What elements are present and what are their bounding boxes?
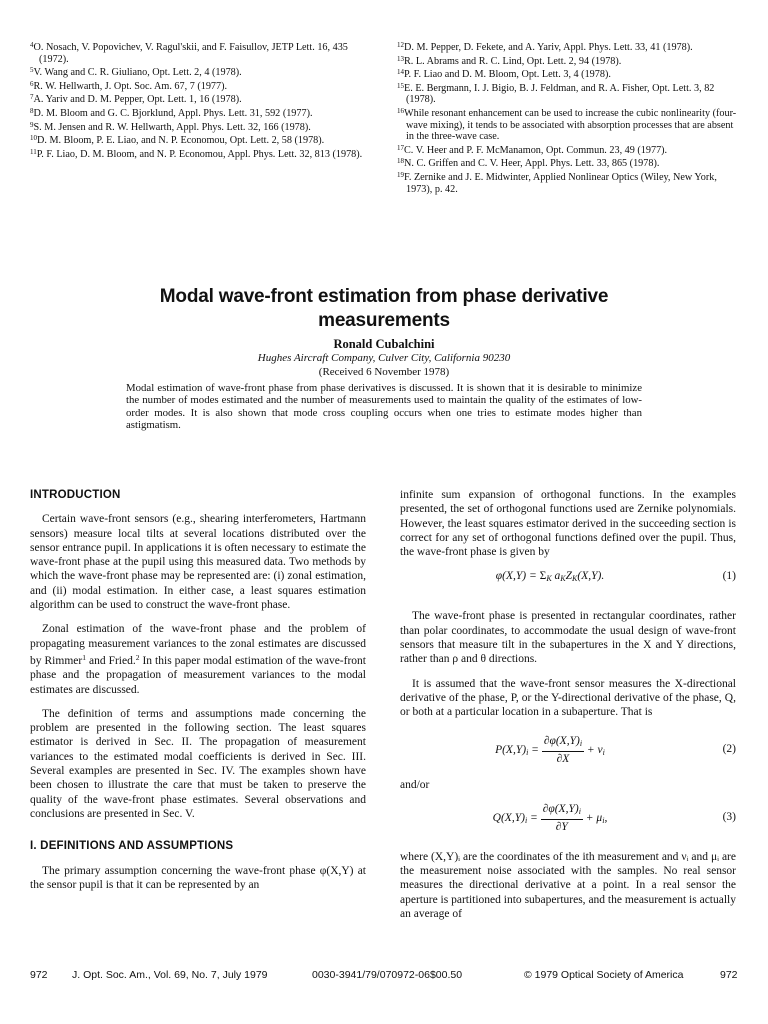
reference-item [397,156,742,170]
reference-number: 15 [397,81,404,90]
reference-number: 12 [397,41,404,49]
left-column [30,488,366,902]
reference-text: F. Zernike and J. E. Midwinter, Applied Nonlinear Optics (Wiley, New York, 1973), p. 42. [404,171,717,195]
reference-number: 4 [30,41,34,49]
reference-text: R. W. Hellwarth, J. Opt. Soc. Am. 67, 7 (1977). [33,80,228,92]
reference-text: D. M. Bloom and G. C. Bjorklund, Appl. Phys. Lett. 31, 592 (1977). [33,107,313,119]
abstract: Modal estimation of wave-front phase from phase derivatives is discussed. It is shown that it is desirable to minimize the number of modes estimated and the number of measurements used to maintain the quality of the estimates of low-order modes. It is also shown that mode cross coupling occurs when one tries to estimate modes higher than astigmatism. [126,382,642,432]
section-heading-definitions: I. DEFINITIONS AND ASSUMPTIONS [30,840,234,853]
citation-1: 1 [82,652,86,662]
equation-2-number: (2) [722,742,736,755]
text-span: Zonal estimation of the wave-front phase and the problem of propagating measurement variances to the zonal estimates are discussed by Rimmer [30,623,366,667]
intro-paragraph-1: Certain wave-front sensors (e.g., shearing interferometers, Hartmann sensors) measure local tilts at several locations distributed over the sensor entrance pupil. In applications it is often necessary to estimate the wave-front phase at the pupil using this measured data. Two methods by which the wave-front phase may be represented are: (i) zonal estimation, and (ii) modal estimation. In either case, a least squares estimation algorithm can be used to construct the wave-front phase. [30,513,366,612]
equation-3-body: $Q(X,Y)_i$ = $\frac{\partial\varphi(X,Y)_i}{\partial Y}$ + $\mu_i$, [492,802,608,834]
reference-item [397,81,742,106]
equation-3-number: (3) [722,810,736,823]
reference-number: 14 [397,68,404,77]
reference-number: 13 [397,54,404,63]
section-heading-introduction: INTRODUCTION [30,489,121,501]
equation-1-body: $\varphi(X,Y) = \Sigma_K$ $a_KZ_K(X,Y)$. [495,570,605,584]
page-number-left: 972 [30,969,48,981]
references-left [30,40,370,160]
reference-text: C. V. Heer and P. F. McManamon, Opt. Commun. 23, 49 (1977). [404,144,668,156]
reference-text: D. M. Bloom, P. E. Liao, and N. P. Economou, Opt. Lett. 2, 58 (1978). [37,135,325,147]
and-or-text: and/or [400,778,430,791]
reference-number: 18 [397,157,404,166]
reference-item [30,65,370,79]
reference-number: 10 [30,134,37,143]
page-number-right: 972 [720,969,738,981]
received-date: (Received 6 November 1978) [318,366,450,378]
journal-citation: J. Opt. Soc. Am., Vol. 69, No. 7, July 1979 [72,969,268,981]
reference-number: 6 [30,79,34,88]
intro-paragraph-2 [30,622,366,696]
text-span: In this paper modal estimation of the wave-front phase and the propagation of measurement variances to the modal estimates are discussed. [30,654,366,696]
equation-3 [400,802,736,840]
reference-number: 16 [397,106,404,115]
copyright: © 1979 Optical Society of America [524,969,684,981]
reference-item [30,133,370,147]
affiliation: Hughes Aircraft Company, Culver City, California 90230 [257,352,511,364]
intro-paragraph-3: The definition of terms and assumptions made concerning the problem are presented in the following section. The least squares estimator is derived in Sec. II. The propagation of measurement variances to the estimated modal coefficients is derived in Sec. III. Several examples are presented in Sec. IV. The examples shown have been chosen to illustrate the care that must be taken to preserve the quality of the wave-front phase estimates. Several observations and conclusions are presented in Sec. V. [30,707,366,820]
reference-number: 11 [30,147,37,156]
body-paragraph-1: infinite sum expansion of orthogonal functions. In the examples presented, the set of orthogonal functions used are Zernike polynomials. However, the least squares estimator derived in the succeeding section is correct for any set of orthogonal functions defined over the pupil. Thus, the wave-front phase is given by [400,489,736,559]
body-paragraph-2: The wave-front phase is presented in rectangular coordinates, rather than polar coordinates, to accommodate the usual design of wave-front sensors that measure tilt in the subapertures in the X and Y directions, rather than ρ and θ directions. [400,610,736,666]
section1-paragraph-1: The primary assumption concerning the wave-front phase φ(X,Y) at the sensor pupil is that it can be represented by an [30,864,366,891]
references-right [397,40,742,195]
reference-text: D. M. Pepper, D. Fekete, and A. Yariv, Appl. Phys. Lett. 33, 41 (1978). [404,42,693,53]
reference-text: O. Nosach, V. Popovichev, V. Ragul'skii, and F. Faisullov, JETP Lett. 16, 435 (1972). [33,42,348,65]
reference-number: 5 [30,66,34,75]
citation-2: 2 [135,652,140,662]
reference-text: R. L. Abrams and R. C. Lind, Opt. Lett. 2, 94 (1978). [404,55,622,67]
equation-2 [400,730,736,768]
reference-item [30,147,370,161]
reference-item [30,106,370,120]
reference-text: P. F. Liao, D. M. Bloom, and N. P. Economou, Appl. Phys. Lett. 32, 813 (1978). [36,148,363,160]
reference-text: V. Wang and C. R. Giuliano, Opt. Lett. 2, 4 (1978). [33,67,242,79]
reference-number: 7 [30,93,34,102]
reference-text: A. Yariv and D. M. Pepper, Opt. Lett. 1, 16 (1978). [33,94,242,106]
reference-item [30,40,370,65]
reference-item [397,67,742,81]
text-span: and Fried. [85,654,136,667]
right-column [400,488,736,931]
reference-number: 17 [397,143,404,152]
equation-2-body: $P(X,Y)_i$ = $\frac{\partial\varphi(X,Y)_i}{\partial X}$ + $\nu_i$ [495,734,605,765]
reference-text: P. F. Liao and D. M. Bloom, Opt. Lett. 3, 4 (1978). [404,69,611,81]
equation-1-number: (1) [722,570,736,583]
reference-item [397,170,742,195]
body-paragraph-3: It is assumed that the wave-front sensor measures the X-directional derivative of the phase, P, or the Y-directional derivative of the phase, Q, or both at a particular location in a subaperture. That is [400,677,736,719]
author-name: Ronald Cubalchini [333,337,435,351]
reference-item [397,40,742,54]
reference-item [397,106,742,143]
reference-number: 8 [30,106,34,115]
reference-item [30,79,370,93]
reference-number: 19 [397,170,404,179]
reference-number: 9 [30,120,34,129]
equation-1 [400,569,736,599]
body-paragraph-4: where (X,Y)ᵢ are the coordinates of the ith measurement and νᵢ and μᵢ are the measurement noise associated with the samples. No real sensor measures the directional derivative at a point. In a real sensor the aperture is partitioned into subapertures, and the measurement is actually an average of [400,850,736,921]
reference-item [397,54,742,68]
article-code: 0030-3941/79/070972-06$00.50 [312,969,463,981]
reference-text: N. C. Griffen and C. V. Heer, Appl. Phys. Lett. 33, 865 (1978). [404,158,660,170]
reference-text: E. E. Bergmann, I. J. Bigio, B. J. Feldman, and R. A. Fisher, Opt. Lett. 3, 82 (1978). [404,82,715,106]
reference-item [397,143,742,157]
reference-text: S. M. Jensen and R. W. Hellwarth, Appl. Phys. Lett. 32, 166 (1978). [33,121,311,133]
reference-text: While resonant enhancement can be used to increase the cubic nonlinearity (four-wave mixing), it tends to be associated with absorption processes that are absent in the three-wave case. [404,107,737,143]
reference-item [30,92,370,106]
paper-title: Modal wave-front estimation from phase derivative measurements [159,286,609,331]
reference-item [30,120,370,134]
